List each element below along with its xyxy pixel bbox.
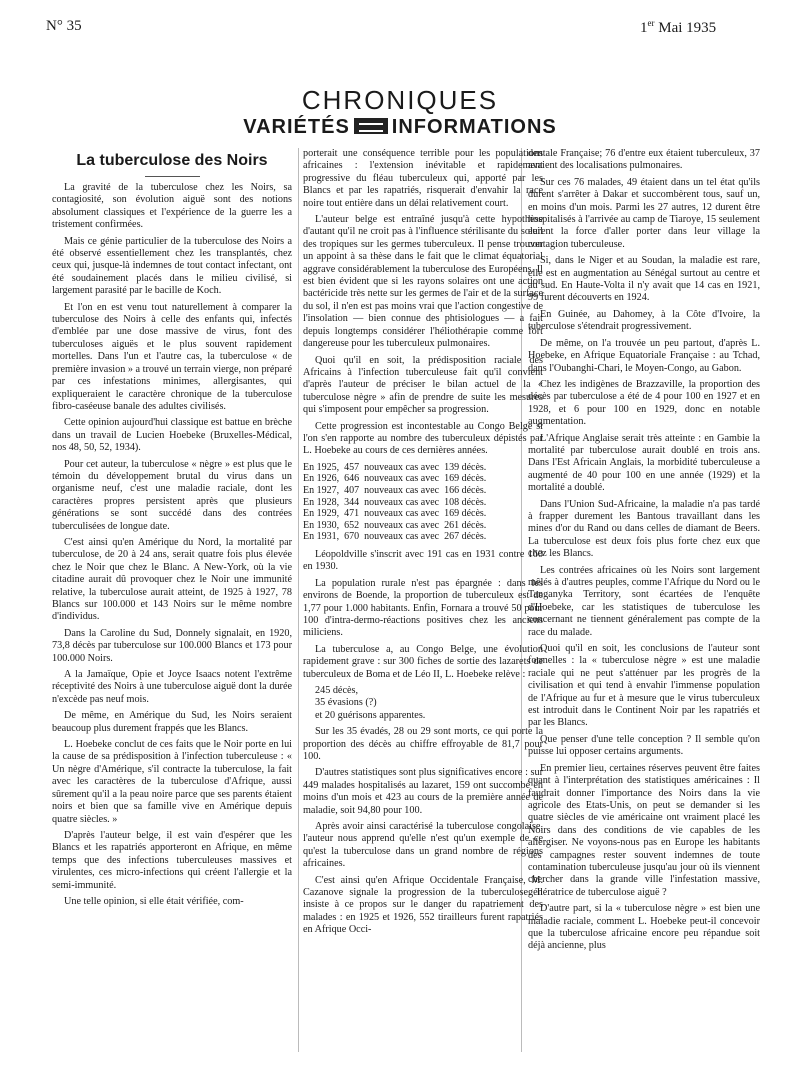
stats-cell: En 1928, [303,496,340,508]
paragraph: Et l'on en est venu tout naturellement à comparer la tuberculose des Noirs à celle des enfants qui, infectés d'emblée par une dose massive de virus, font des tuberculoses aiguës et le plus souvent rapidement mortelles. Dans l'un et l'autre cas, la tuberculose « de première invasion » a trouvé un terrain vierge, non préparé par ces infestations minimes, allergisantes, qui expliqueraient le caractère chronique de la tuberculose fibro-caséeuse banale des adultes civilisés. [52,301,292,412]
stats-cell: 407 [344,484,360,496]
stats-cell: 169 décès. [444,473,487,485]
paragraph: dentale Française; 76 d'entre eux étaient tuberculeux, 37 avaient des localisations pulmonaires. [528,148,760,172]
stats-cell: 670 [344,531,360,543]
stats-row [303,497,491,509]
paragraph: Si, dans le Niger et au Soudan, la maladie est rare, elle est en augmentation au Sénégal surtout au centre et au sud. En Haute-Volta il n'y avait que 14 cas en 1921, 99 furent découverts en 1924. [528,255,760,304]
stats-row [303,520,491,532]
title-divider [145,176,200,177]
paragraph: D'autre part, si la « tuberculose nègre » est bien une maladie raciale, comment L. Hoebeke peut-il concevoir que la tuberculose africaine encore peu répandue soit déjà ancienne, plus [528,903,760,952]
paragraph: porterait une conséquence terrible pour les populations africaines : l'extension inévitable et rapidement progressive du fléau tuberculeux qui, apporté par les Blancs et par les rapatriés, risquerait d'envahir la race noire tout entière dans un délai relativement court. [303,148,543,209]
stats-cell: En 1931, [303,531,340,543]
paragraph: Mais ce génie particulier de la tuberculose des Noirs a été observé essentiellement chez les transplantés, chez ceux qui, jusque-là indemnes de tout contact infectant, ont été soudainement placés dans le milieu civilisé, si largement parasité par le bacille de Koch. [52,235,292,297]
stats-row [303,485,491,497]
issue-date: 1er Mai 1935 [640,18,717,36]
paragraph: Dans l'Union Sud-Africaine, la maladie n'a pas tardé à frapper durement les Bantous travaillant dans les mines d'or du Rand ou dans celles de diamant de Beers. La tuberculose est deux fois plus forte chez eux que chez les Blancs. [528,498,760,560]
stats-cell: 169 décès. [444,508,487,520]
list-item: et 20 guérisons apparentes. [315,709,426,721]
column-3 [528,148,760,957]
stats-cell: 457 [344,461,360,473]
paragraph: Que penser d'une telle conception ? Il semble qu'on puisse lui opposer certains arguments. [528,733,760,758]
paragraph: La population rurale n'est pas épargnée : dans les environs de Boende, la proportion de tuberculeux est de 1,77 pour 1.000 habitants. Enfin, Fornara a trouvé 50 pour 100 d'intra-dermo-réactions positives chez les anciens miliciens. [303,577,543,639]
stats-row [303,531,491,543]
paragraph: C'est ainsi qu'en Amérique du Nord, la mortalité par tuberculose, de 20 à 24 ans, serait quatre fois plus élevée chez le Noir que chez le Blanc. A New-York, où la vie citadine aurait dû provoquer chez le Noir une immunité relative, la tuberculose aurait atteint, de 1925 à 1927, 78 Blancs sur 100.000 et 143 Noirs sur le même nombre d'individus. [52,536,292,623]
paragraph: De même, on l'a trouvée un peu partout, d'après L. Hoebeke, en Afrique Equatoriale Française : au Tchad, dans l'Oubanghi-Chari, le Moyen-Congo, au Gabon. [528,337,760,374]
stats-cell: 166 décès. [444,484,487,496]
paragraph: La tuberculose a, au Congo Belge, une évolution rapidement grave : sur 300 fiches de sortie des lazarets de tuberculeux de Boma et de Léo II, L. Hoebeke relève : [303,643,543,680]
paragraph: L'Afrique Anglaise serait très atteinte : en Gambie la mortalité par tuberculose aurait doublé en trois ans. Dans l'Est Africain Anglais, la morbidité tuberculeuse a augmenté de 40 pour 100 en une année (1929) et la mortalité a doublé. [528,432,760,494]
stats-cell: En 1927, [303,484,340,496]
paragraph: Pour cet auteur, la tuberculose « nègre » est plus que le témoin du développement brutal du virus dans un organisme neuf, c'est une maladie raciale, dont les caractères propres persistent après que plusieurs générations se sont succédé dans des contrées tuberculisées de longue date. [52,458,292,532]
paragraph: De même, en Amérique du Sud, les Noirs seraient beaucoup plus durement frappés que les Blancs. [52,710,292,734]
paragraph: Les contrées africaines où les Noirs sont largement mêlés à d'autres peuples, comme l'Afrique du Nord ou le Tanganyka Territory, sont écartées de l'enquête d'Hoebeke, car les statistiques de tuberculose les concernant ne tiennent généralement pas compte de la race du malade. [528,564,760,638]
paragraph: Dans la Caroline du Sud, Donnely signalait, en 1920, 73,8 décès par tuberculose sur 100.000 Blancs et 173 pour 100.000 Noirs. [52,627,292,664]
stats-cell: nouveaux cas avec [364,461,440,473]
paragraph: En premier lieu, certaines réserves peuvent être faites quant à l'interprétation des statistiques américaines : Il faudrait donner l'importance des Noirs dans la vie agricole des Etats-Unis, on peut se demander si les quatre siècles de vie américaine ont vraiment placé les Noirs dans des conditions de vie capables de les allergiser. Ne voyons-nous pas en Europe les habitants des campagnes rester souvent indemnes de toute contamination tuberculeuse jusqu'au jour où ils viennent chercher dans la grande ville l'infestation massive, génératrice de tuberculose aiguë ? [528,762,760,898]
column-2 [303,148,543,941]
paragraph: Quoi qu'il en soit, les conclusions de l'auteur sont formelles : la « tuberculose nègre » est une maladie raciale qui ne peut s'atténuer par les progrès de la civilisation et qui tend à envahir l'immense population de l'Afrique au fur et à mesure que le virus tuberculeux est introduit dans le Continent Noir par les rapatriés et par les Blancs. [528,643,760,729]
stats-row [303,462,491,474]
stats-cell: nouveaux cas avec [364,508,440,520]
stats-cell: En 1925, [303,461,340,473]
stats-cell: nouveaux cas avec [364,531,440,543]
article-title: La tuberculose des Noirs [76,152,268,169]
paragraph: Après avoir ainsi caractérisé la tuberculose congolaise, l'auteur nous apprend qu'elle n'est qu'un exemple de ce qu'est la tuberculose dans un grand nombre de régions africaines. [303,821,543,870]
paragraph: D'après l'auteur belge, il est vain d'espérer que les Blancs et les rapatriés apporteront en Afrique, en même temps que des infections tuberculeuses massives et virulentes, ces micro-infections qui créent l'allergie et la semi-immunité. [52,829,292,891]
stats-cell: nouveaux cas avec [364,484,440,496]
stats-cell: En 1926, [303,473,340,485]
column-divider [298,148,299,1052]
paragraph: Chez les indigènes de Brazzaville, la proportion des décès par tuberculose a été de 4 pour 100 en 1927 et en 1928, et 6 pour 100 en 1929, donc en notable augmentation. [528,378,760,428]
paragraph: Cette progression est incontestable au Congo Belge si l'on s'en rapporte au nombre des tuberculeux dépistés par L. Hoebeke au cours de ces dernières années. [303,420,543,457]
stats-cell: 471 [344,508,360,520]
stats-cell: 267 décès. [444,531,487,543]
paragraph: La gravité de la tuberculose chez les Noirs, sa contagiosité, son évolution aiguë sont des notions absolument classiques et l'expérience de la guerre les a tristement confirmées. [52,182,292,231]
stats-cell: 344 [344,496,360,508]
stats-table [303,462,491,543]
list-item: 35 évasions (?) [315,697,377,709]
section-title: CHRONIQUES [301,85,499,115]
paragraph: A la Jamaïque, Opie et Joyce Isaacs notent l'extrême réceptivité des Noirs à une tuberculose aiguë dont la durée n'excède pas neuf mois. [52,669,292,705]
paragraph: Cette opinion aujourd'hui classique est battue en brèche dans un travail de Lucien Hoebeke (Bruxelles-Médical, nos 48, 50, 52, 1934). [52,417,292,454]
column-1 [52,182,292,912]
list-item: 245 décès, [315,684,358,696]
stats-cell: 139 décès. [444,461,487,473]
paragraph: Une telle opinion, si elle était vérifiée, com- [64,895,244,907]
stats-row [303,508,491,520]
stats-cell: En 1930, [303,519,340,531]
paragraph: Léopoldville s'inscrit avec 191 cas en 1931 contre 160 en 1930. [303,548,543,573]
paragraph: L. Hoebeke conclut de ces faits que le Noir porte en lui la cause de sa prédisposition à l'infection tuberculeuse : « Un nègre d'Amérique, s'il contracte la tuberculose, la fait avec les caractères de la tuberculose d'Afrique, aussi sûrement qu'il a la peau noire parce que ses parents étaient noirs et bien que sa famille vive en Amérique depuis quatre siècles. » [52,739,292,825]
stats-cell: En 1929, [303,508,340,520]
issue-number: N° 35 [46,18,82,34]
stats-cell: nouveaux cas avec [364,496,440,508]
paragraph: D'autres statistiques sont plus significatives encore : sur 449 malades hospitalisés au lazaret, 159 ont succombé en moins d'un mois et 423 au cours de la première année de maladie, soit 94,80 pour 100. [303,767,543,816]
section-subtitle: VARIÉTÉS INFORMATIONS [243,116,557,138]
emblem-icon [354,118,388,134]
paragraph: Quoi qu'il en soit, la prédisposition raciale des Africains à l'infection tuberculeuse fait qu'il convient d'après l'auteur de préciser le bilan actuel de la « tuberculose nègre » afin de prendre de suite les mesures qui s'imposent pour empêcher sa progression. [303,354,543,416]
paragraph: Sur ces 76 malades, 49 étaient dans un tel état qu'ils durent s'arrêter à Dakar et succombèrent tous, sauf un, en moins d'un mois. Parmi les 27 autres, 12 durent être hospitalisés à l'arrivée au camp de Tiaroye, 15 seulement eurent la force d'aller porter dans leur village la contagion tuberculeuse. [528,176,760,250]
stats-cell: 646 [344,473,360,485]
stats-cell: nouveaux cas avec [364,473,440,485]
stats-cell: nouveaux cas avec [364,519,440,531]
paragraph: C'est ainsi qu'en Afrique Occidentale Française, M. Cazanove signale la progression de la tuberculose. Il insiste à ce propos sur le danger du rapatriement des malades : en 1925 et 1926, 552 tirailleurs furent rapatriés en Afrique Occi- [303,874,543,936]
stats-cell: 108 décès. [444,496,487,508]
paragraph: En Guinée, au Dahomey, à la Côte d'Ivoire, la tuberculose s'étendrait progressivement. [528,308,760,333]
stats-cell: 261 décès. [444,519,487,531]
paragraph: Sur les 35 évadés, 28 ou 29 sont morts, ce qui porte la proportion des décès au chiffre effroyable de 81,7 pour 100. [303,726,543,762]
stats-cell: 652 [344,519,360,531]
stats-row [303,473,491,485]
paragraph: L'auteur belge est entraîné jusqu'à cette hypothèse d'autant qu'il ne croit pas à l'influence stérilisante du soleil des tropiques sur les germes tuberculeux. Il pense trouver un appoint à sa thèse dans le fait que le climat équatorial aggrave considérablement la tuberculose des Européens. Il est bien évident que si les rayons solaires ont une action bactéricide très nette sur les germes de l'air et de la surface du sol, il n'en est pas moins vrai que l'action congestive de l'insolation — bien connue des phtisiologues — a fait depuis longtemps considérer l'héliothérapie comme fort dangereuse pour les tuberculeux pulmonaires. [303,214,543,350]
